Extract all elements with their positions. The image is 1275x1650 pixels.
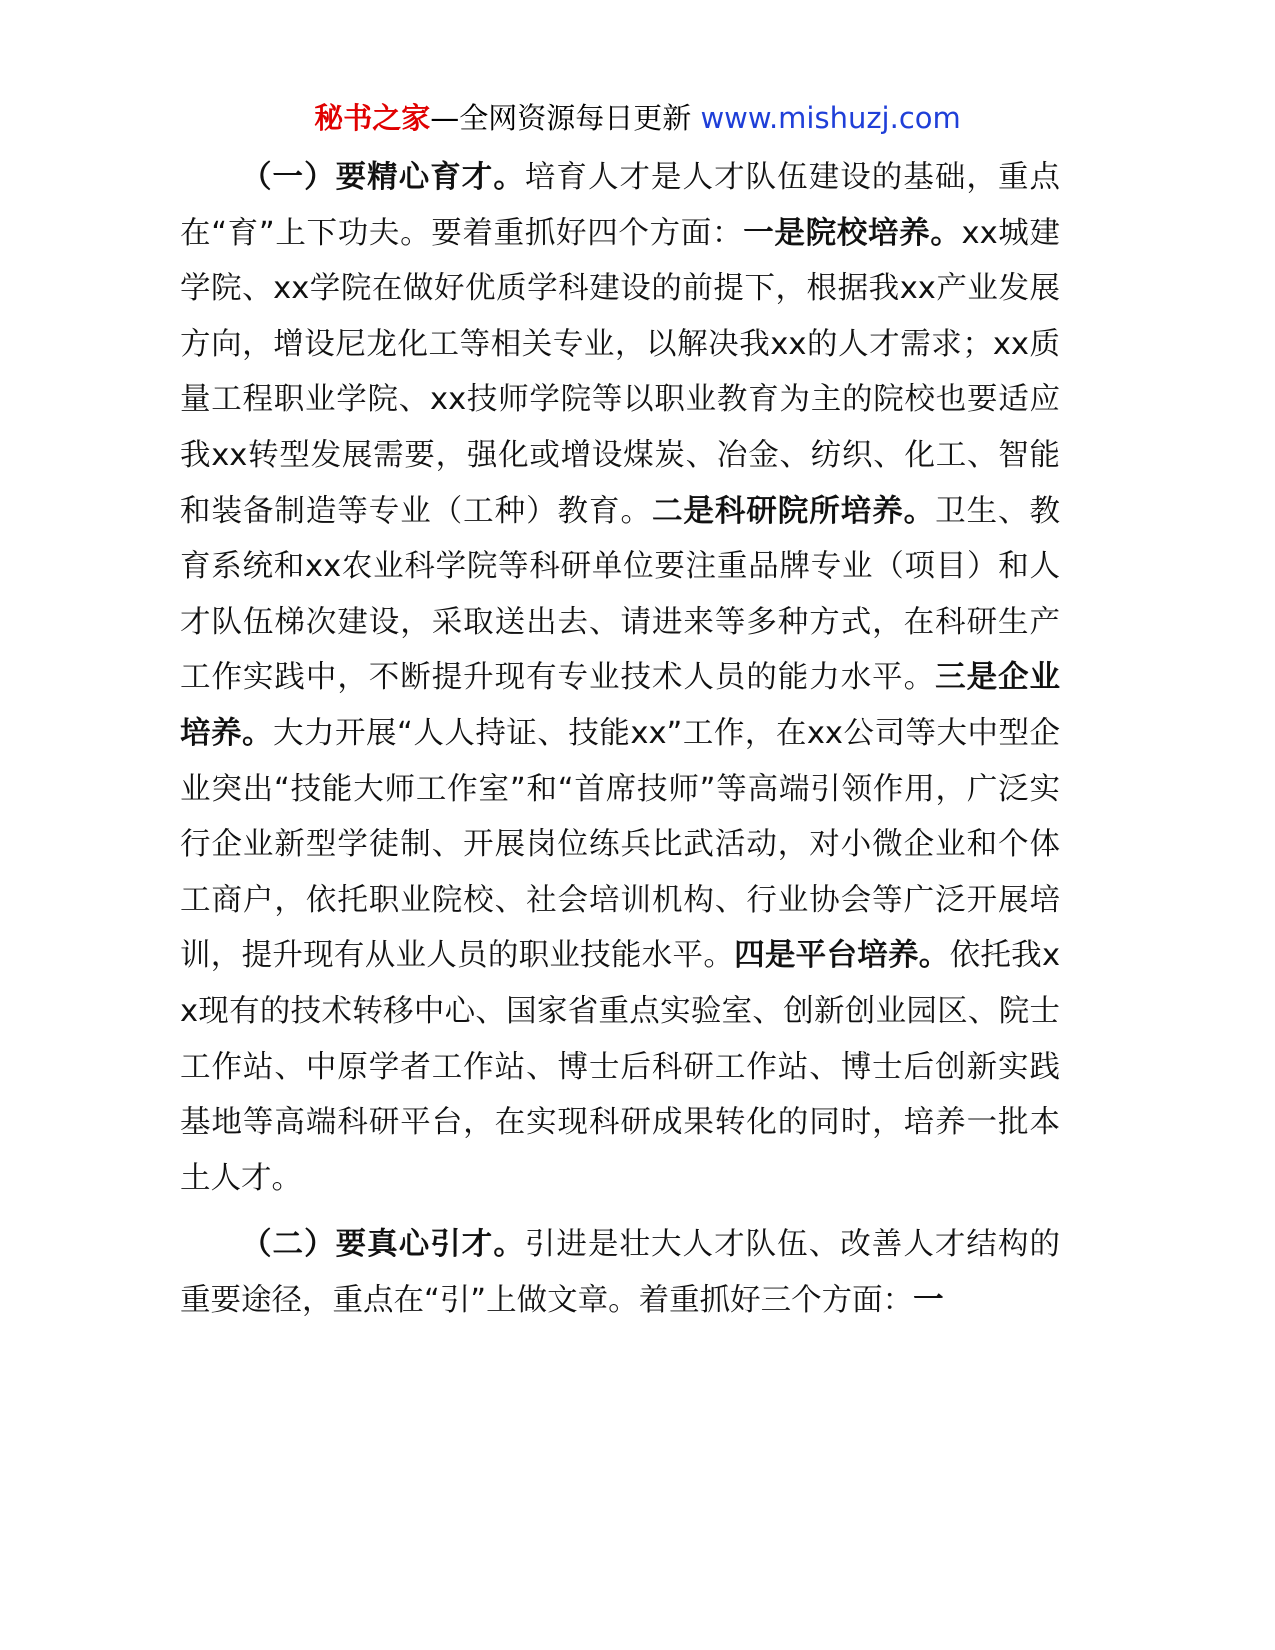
section-1-heading: （一）要精心育才。 xyxy=(241,160,525,195)
item-4-title: 四是平台培养。 xyxy=(734,938,950,974)
website-link[interactable]: www.mishuzj.com xyxy=(700,101,961,135)
item-2-text: 卫生、教育系统和xx农业科学院等科研单位要注重品牌专业（项目）和人才队伍梯次建设，采取送出去、请进来等多种方式，在科研生产工作实践中，不断提升现有专业技术人员的能力水平。 xyxy=(180,493,1061,696)
paragraph-section-2 xyxy=(180,1217,1060,1328)
item-4-text: 依托我xx现有的技术转移中心、国家省重点实验室、创新创业园区、院士工作站、中原学者工作站、博士后科研工作站、博士后创新实践基地等高端科研平台，在实现科研成果转化的同时，培养一批本土人才。 xyxy=(180,938,1060,1196)
item-1-text: xx城建学院、xx学院在做好优质学科建设的前提下，根据我xx产业发展方向，增设尼龙化工等相关专业，以解决我xx的人才需求；xx质量工程职业学院、xx技师学院等以职业教育为主的院校也要适应我xx转型发展需要，强化或增设煤炭、冶金、纺织、化工、智能和装备制造等专业（工种）教育。 xyxy=(180,215,1060,529)
item-1-title: 一是院校培养。 xyxy=(743,215,962,251)
section-2-heading: （二）要真心引才。 xyxy=(241,1227,525,1263)
page-header xyxy=(0,98,1275,138)
section-2-intro: 引进是壮大人才队伍、改善人才结构的重要途径，重点在“引”上做文章。着重抓好三个方面： xyxy=(180,1227,1060,1318)
section-1-intro: 培育人才是人才队伍建设的基础，重点在“育”上下功夫。要着重抓好四个方面： xyxy=(180,160,1060,251)
brand-name: 秘书之家 xyxy=(314,101,431,135)
header-tagline: —全网资源每日更新 xyxy=(430,101,701,135)
item-2-title: 二是科研院所培养。 xyxy=(651,493,936,529)
paragraph-section-1 xyxy=(180,150,1060,1206)
document-body xyxy=(180,150,1060,1328)
item-3-title: 三是企业培养。 xyxy=(180,660,1060,751)
section-2-tail: 一 xyxy=(913,1282,944,1318)
item-3-text: 大力开展“人人持证、技能xx”工作，在xx公司等大中型企业突出“技能大师工作室”和“首席技师”等高端引领作用，广泛实行企业新型学徒制、开展岗位练兵比武活动，对小微企业和个体工商户，依托职业院校、社会培训机构、行业协会等广泛开展培训，提升现有从业人员的职业技能水平。 xyxy=(180,715,1060,974)
